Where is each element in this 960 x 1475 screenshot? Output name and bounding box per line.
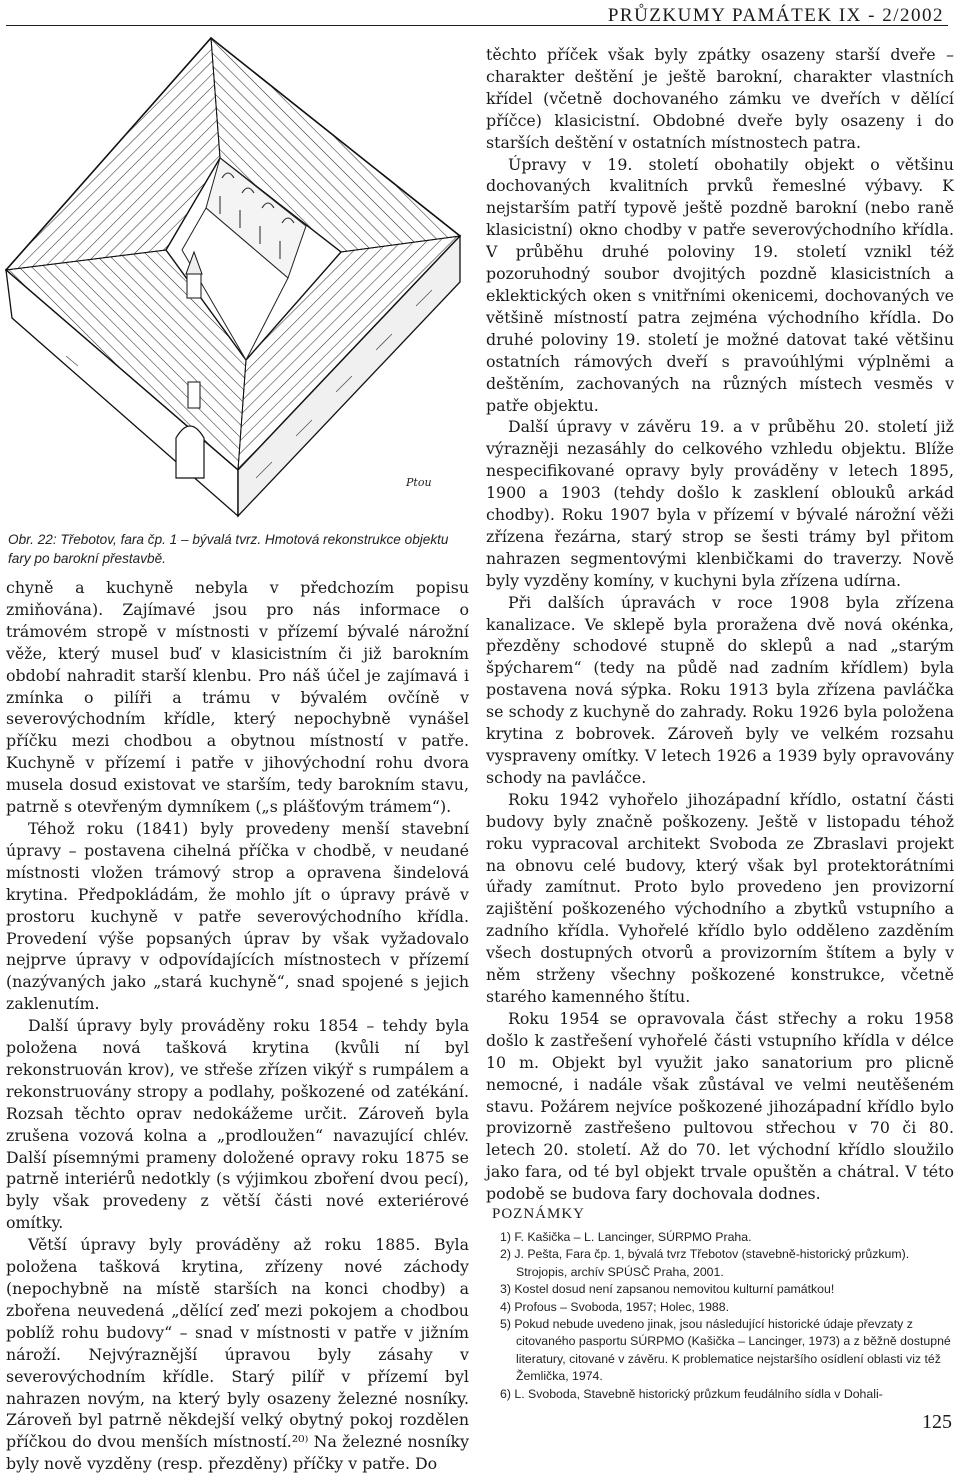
note-item: 4) Profous – Svoboda, 1957; Holec, 1988.: [500, 1299, 730, 1314]
note-item: 1) F. Kašička – L. Lancinger, SÚRPMO Praha.: [500, 1230, 752, 1244]
header-rule: [6, 25, 948, 26]
note-item: 5) Pokud nebude uvedeno jinak, jsou následující historické údaje převzaty z citovaného pasportu SÚRPMO (Kašička – Lancinger, 1973) a z běžně dostupné literatury, citované v závěru. K problematice nejstaršího osídlení oblasti viz též Žemlička, 1974.: [500, 1317, 951, 1384]
running-header: [0, 0, 960, 32]
journal-title: PRŮZKUMY PAMÁTEK IX - 2/2002: [607, 5, 944, 26]
figure-caption: Obr. 22: Třebotov, fara čp. 1 – bývalá tvrz. Hmotová rekonstrukce objektu fary po barokní přestavbě.: [8, 532, 449, 566]
paragraph: Při dalších úpravách v roce 1908 byla zřízena kanalizace. Ve sklepě byla proražena dvě nová okénka, přezděny schodové stupně do sklepů a nad „starým špýcharem“ (tedy na půdě nad zadním křídlem) byla postavena nová sýpka. Roku 1913 byla zřízena pavláčka se schody z kuchyně do zahrady. Roku 1926 byla položena krytina z bobrovek. Zároveň byly ve velkém rozsahu vyspraveny omítky. V letech 1926 a 1939 byly opravovány schody na pavláčce.: [486, 592, 954, 787]
paragraph: těchto příček však byly zpátky osazeny starší dveře – charakter deštění je ještě barokní, charakter vlastních křídel (včetně dochovaného zámku ve dveřích v dělící příčce) klasicistní. Obdobné dveře byly osazeny i do starších deštění v ostatních místnostech patra.: [486, 45, 954, 152]
note-item: 2) J. Pešta, Fara čp. 1, bývalá tvrz Třebotov (stavebně-historický průzkum). Strojopis, archív SPÚSČ Praha, 2001.: [500, 1247, 910, 1279]
paragraph: chyně a kuchyně nebyla v předchozím popisu zmiňována). Zajímavé jsou pro nás informace o trámovém stropě v místnosti v přízemí bývalé nárožní věže, který musel buď v klasicistním či již barokním období nahradit starší klenbu. Pro náš účel je zajímavá i zmínka o pilíři a trámu v bývalém ovčíně v severovýchodním křídle, který nepochybně vynášel příčku mezi chodbou a obytnou místností v patře. Kuchyně v přízemí i patře v jihovýchodní rohu dvora musela dosud existovat ve starším, tedy barokním stavu, patrně s otevřeným dymníkem („s plášťovým trámem“).: [6, 578, 469, 817]
paragraph: Další úpravy v závěru 19. a v průběhu 20. století již výrazněji nezasáhly do celkového vzhledu objektu. Blíže nespecifikované opravy byly prováděny v letech 1895, 1900 a 1903 (tehdy došlo k zasklení oblouků arkád chodby). Roku 1907 byla v přízemí v bývalé nárožní věži zřízena řezárna, starý strop se šesti trámy byl přitom nahrazen segmentovými klenbičkami do traverzy. Nově byly vyzděny komíny, v kuchyni byla zřízena udírna.: [486, 417, 954, 590]
right-column-text: [486, 44, 954, 1205]
paragraph: Roku 1954 se opravovala část střechy a roku 1958 došlo k zastřešení vyhořelé části vstupního křídla v délce 10 m. Objekt byl využit jako sanatorium pro plicně nemocné, i nadále však zůstával ve velmi neutěšeném stavu. Požárem nejvíce poškozené jihozápadní křídlo bylo provizorně zastřešeno pultovou střechou v 70 či 80. letech 20. století. Až do 70. let východní křídlo sloužilo jako fara, od té byl objekt trvale opuštěn a chátral. V této podobě se budova fary dochovala dodnes.: [486, 1008, 954, 1204]
note-item: 3) Kostel dosud není zapsanou nemovitou kulturní památkou!: [500, 1282, 835, 1297]
note-item: 6) L. Svoboda, Stavebně historický průzkum feudálního sídla v Dohali-: [500, 1386, 883, 1401]
paragraph: Větší úpravy byly prováděny až roku 1885. Byla položena tašková krytina, zřízeny nové záchody (nepochybně na místě starších na konci chodby) a zbořena neuvedená „dělící zeď mezi pokojem a chodbou poblíž rohu budovy“ – snad v místnosti v patře v jižním nároží. Nejvýraznější úpravou byly zásahy v severovýchodním křídle. Starý pilíř v přízemí byl nahrazen novým, na který byly osazeny železné nosníky. Zároveň byl patrně někdejší velký obytný pokoj rozdělen příčkou do dvou menších místností.²⁰⁾ Na železné nosníky byly nově vyzděny (resp. přezděny) příčky v patře. Do: [6, 1235, 469, 1474]
building-reconstruction-drawing: [6, 38, 470, 528]
paragraph: Téhož roku (1841) byly provedeny menší stavební úpravy – postavena cihelná příčka v chodbě, v neudané místnosti vložen trámový strop a opravena šindelová krytina. Předpokládám, že mohlo jít o úpravy právě v prostoru kuchyně v patře severovýchodního křídla. Provedení výše popsaných úprav by však vyžadovalo nejprve úpravy v odpovídajících místnostech v přízemí (nazývaných jako „stará kuchyně“, snad spojené s jejich zaklenutím.: [6, 818, 469, 1014]
paragraph: Roku 1942 vyhořelo jihozápadní křídlo, ostatní části budovy byly značně poškozeny. Ještě v listopadu téhož roku vypracoval architekt Svoboda ze Zbraslavi projekt na obnovu celé budovy, který však byl protektorátními úřady zamítnut. Proto bylo provedeno jen provizorní zajištění poškozeného východního a zbytků vstupního a zadního křídla. Vyhořelé křídlo bylo odděleno zazděním všech dostupných otvorů a provizorním štítem a byly v něm strženy všechny poškozené konstrukce, včetně starého kamenného štítu.: [486, 789, 954, 1006]
page-number: 125: [922, 1411, 952, 1433]
notes-heading: POZNÁMKY: [492, 1206, 586, 1222]
figure-drawing: [6, 38, 470, 528]
paragraph: Další úpravy byly prováděny roku 1854 – tehdy byla položena nová tašková krytina (kvůli ní byl rekonstruován krov), ve střeše zřízen vikýř s rumpálem a rekonstruovány stropy a podlahy, poškozené od zatékání. Rozsah těchto oprav nedokážeme určit. Zároveň byla zrušena vozová kolna a „prodloužen“ navazující chlév. Další písemnými prameny doložené opravy roku 1875 se patrně interiérů nedotkly (s výjimkou zboření dvou pecí), byly však provedeny z větší části nové exteriérové omítky.: [6, 1016, 469, 1233]
paragraph: Úpravy v 19. století obohatily objekt o většinu dochovaných kvalitních prvků řemeslné výbavy. K nejstarším patří typově ještě pozdně barokní (nebo raně klasicistní) okno chodby v patře severovýchodního křídla. V průběhu druhé poloviny 19. století vznikl též pozoruhodný soubor dvojitých pozdně klasicistních a eklektických oken s vnitřními okenicemi, dochovaných ve většině místností patra zejména východního křídla. Do druhé poloviny 19. století je možné datovat také většinu ostatních rámových dveří s pravoúhlými výplněmi a deštěním, zachovaných na různých místech vesměs v patře objektu.: [486, 154, 954, 415]
artist-signature: Ptou: [406, 476, 432, 489]
left-column-text: [6, 577, 469, 1475]
notes-section: [492, 1206, 954, 1403]
notes-list: [492, 1229, 954, 1403]
